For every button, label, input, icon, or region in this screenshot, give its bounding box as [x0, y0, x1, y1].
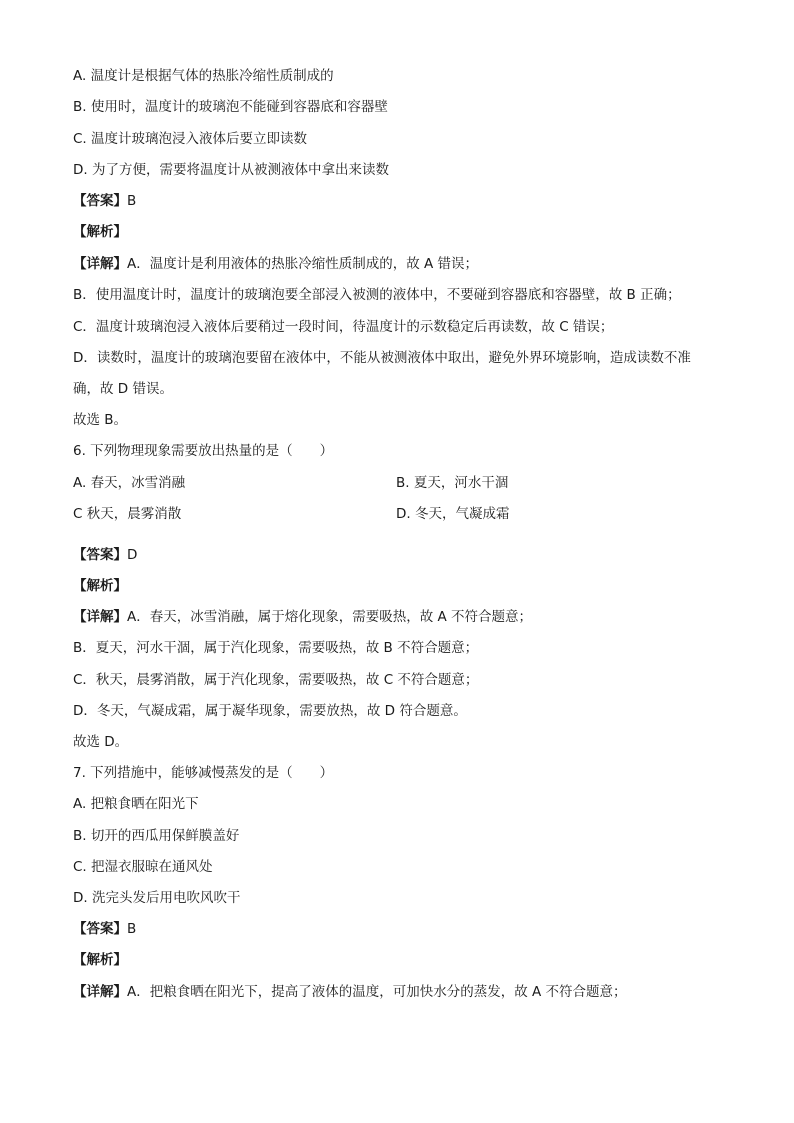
- q6-conclusion: 故选 D。: [73, 734, 129, 750]
- q6-detail-d: D．冬天，气凝成霜，属于凝华现象，需要放热，故 D 符合题意。: [73, 703, 467, 719]
- q5-analysis: [73, 223, 127, 241]
- detail-text: A．温度计是利用液体的热胀冷缩性质制成的，故 A 错误；: [127, 256, 479, 272]
- q7-analysis: [73, 951, 127, 969]
- q6-analysis: [73, 577, 127, 595]
- q7-option-c: C. 把湿衣服晾在通风处: [73, 859, 213, 875]
- q5-detail-d-line1: D．读数时，温度计的玻璃泡要留在液体中，不能从被测液体中取出，避免外界环境影响，造成读数不准: [73, 350, 691, 366]
- detail-text: A．春天，冰雪消融，属于熔化现象，需要吸热，故 A 不符合题意；: [127, 609, 533, 625]
- q5-answer: [73, 192, 136, 210]
- answer-tag: 【答案】: [73, 921, 127, 937]
- q6-detail-c: C．秋天，晨雾消散，属于汽化现象，需要吸热，故 C 不符合题意；: [73, 672, 479, 688]
- q6-detail-a: [73, 608, 532, 626]
- q5-option-d: D. 为了方便，需要将温度计从被测液体中拿出来读数: [73, 162, 389, 178]
- detail-text: A．把粮食晒在阳光下，提高了液体的温度，可加快水分的蒸发，故 A 不符合题意；: [127, 984, 627, 1000]
- q6-option-d: D. 冬天，气凝成霜: [396, 506, 510, 522]
- q7-option-b: B. 切开的西瓜用保鲜膜盖好: [73, 828, 240, 844]
- answer-tag: 【答案】: [73, 193, 127, 209]
- q7-stem: 7. 下列措施中，能够减慢蒸发的是（ ）: [73, 765, 334, 781]
- q6-stem: 6. 下列物理现象需要放出热量的是（ ）: [73, 443, 334, 459]
- detail-tag: 【详解】: [73, 256, 127, 272]
- q6-answer: [73, 546, 137, 564]
- q5-conclusion: 故选 B。: [73, 412, 128, 428]
- q5-option-c: C. 温度计玻璃泡浸入液体后要立即读数: [73, 131, 308, 147]
- answer-value: B: [127, 921, 137, 937]
- analysis-tag: 【解析】: [73, 578, 127, 594]
- q6-option-b: B. 夏天，河水干涸: [396, 475, 509, 491]
- q7-option-d: D. 洗完头发后用电吹风吹干: [73, 890, 241, 906]
- q6-detail-b: B．夏天，河水干涸，属于汽化现象，需要吸热，故 B 不符合题意；: [73, 640, 479, 656]
- answer-value: B: [127, 193, 137, 209]
- q5-option-a: A. 温度计是根据气体的热胀冷缩性质制成的: [73, 68, 334, 84]
- detail-tag: 【详解】: [73, 984, 127, 1000]
- q6-option-c: C 秋天，晨雾消散: [73, 506, 182, 522]
- q7-detail-a: [73, 983, 627, 1001]
- q6-option-a: A. 春天，冰雪消融: [73, 475, 186, 491]
- q5-detail-c: C．温度计玻璃泡浸入液体后要稍过一段时间，待温度计的示数稳定后再读数，故 C 错误；: [73, 319, 614, 335]
- q7-answer: [73, 920, 136, 938]
- q5-option-b: B. 使用时，温度计的玻璃泡不能碰到容器底和容器壁: [73, 99, 388, 115]
- analysis-tag: 【解析】: [73, 952, 127, 968]
- q5-detail-b: B．使用温度计时，温度计的玻璃泡要全部浸入被测的液体中，不要碰到容器底和容器壁，故 B 正确；: [73, 287, 681, 303]
- q5-detail-a: [73, 255, 478, 273]
- detail-tag: 【详解】: [73, 609, 127, 625]
- q7-option-a: A. 把粮食晒在阳光下: [73, 796, 199, 812]
- analysis-tag: 【解析】: [73, 224, 127, 240]
- answer-value: D: [127, 547, 138, 563]
- q5-detail-d-line2: 确，故 D 错误。: [73, 381, 173, 397]
- answer-tag: 【答案】: [73, 547, 127, 563]
